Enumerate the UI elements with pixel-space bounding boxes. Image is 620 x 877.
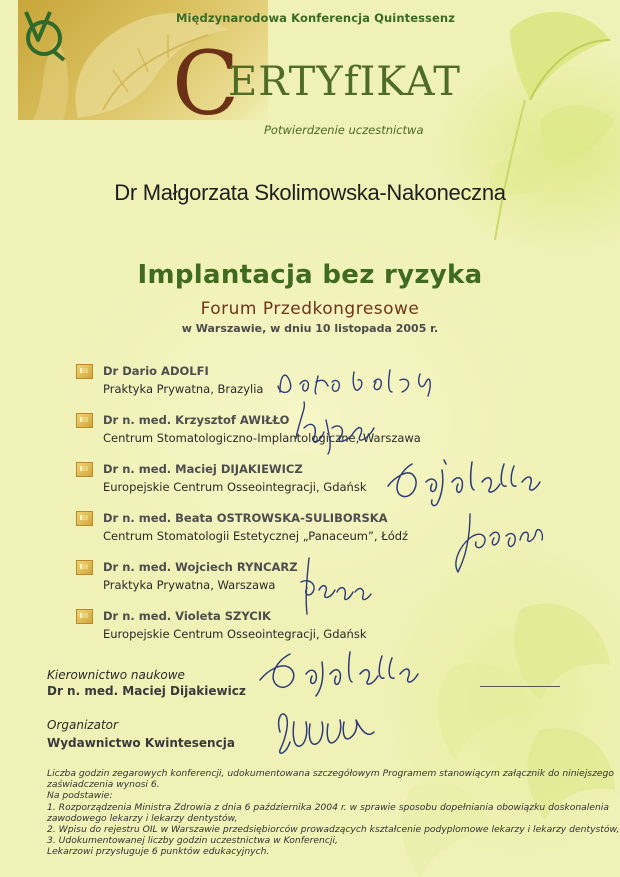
signature-dijakiewicz bbox=[382, 452, 552, 512]
conference-name: Międzynarodowa Konferencja Quintessenz bbox=[176, 11, 455, 25]
scientific-lead-label: Kierownictwo naukowe bbox=[47, 668, 185, 682]
bullet-icon bbox=[76, 413, 93, 428]
certificate-title: ERTYfIKAT bbox=[228, 59, 461, 105]
footnote-line: Lekarzowi przysługuje 6 punktów edukacyjnych. bbox=[47, 846, 270, 858]
signature-organizer bbox=[270, 702, 380, 762]
footnote-line: Na podstawie: bbox=[47, 790, 113, 802]
footnote-line: zawodowego lekarzy i lekarzy dentystów, bbox=[47, 812, 238, 824]
speaker-name: Dr n. med. Wojciech RYNCARZ bbox=[103, 560, 298, 574]
bullet-icon bbox=[76, 511, 93, 526]
bullet-icon bbox=[76, 560, 93, 575]
speaker-name: Dr n. med. Violeta SZYCIK bbox=[103, 609, 271, 623]
leaf-decoration-right bbox=[470, 0, 620, 250]
signature-adolfi bbox=[270, 362, 450, 402]
organizer-label: Organizator bbox=[47, 718, 118, 732]
speaker-name: Dr n. med. Maciej DIJAKIEWICZ bbox=[103, 462, 303, 476]
speaker-name: Dr n. med. Krzysztof AWIŁŁO bbox=[103, 413, 290, 427]
speaker-affiliation: Centrum Stomatologiczno-Implantologiczne, Warszawa bbox=[103, 431, 421, 445]
footnote-line: Liczba godzin zegarowych konferencji, udokumentowana szczegółowym Programem stanowiącym załącznik do niniejszego bbox=[47, 768, 614, 779]
certificate-subtitle: Potwierdzenie uczestnictwa bbox=[264, 123, 424, 137]
speaker-affiliation: Centrum Stomatologii Estetycznej „Panaceum”, Łódź bbox=[103, 529, 409, 543]
title-initial: C bbox=[172, 32, 240, 135]
speaker-affiliation: Praktyka Prywatna, Brazylia bbox=[103, 382, 264, 396]
logo-text: QV bbox=[20, 4, 22, 5]
footnote-line: 2. Wpisu do rejestru OIL w Warszawie przedsiębiorców prowadzących kształcenie podyplomowe lekarzy i lekarzy dentystów, bbox=[47, 824, 620, 836]
scientific-lead-name: Dr n. med. Maciej Dijakiewicz bbox=[47, 684, 246, 698]
organizer-name: Wydawnictwo Kwintesencja bbox=[47, 736, 235, 750]
signature-line bbox=[480, 686, 560, 687]
event-title: Implantacja bez ryzyka bbox=[137, 260, 483, 290]
speaker-affiliation: Praktyka Prywatna, Warszawa bbox=[103, 578, 276, 592]
speaker-name: Dr n. med. Beata OSTROWSKA-SULIBORSKA bbox=[103, 511, 388, 525]
speaker-name: Dr Dario ADOLFI bbox=[103, 364, 209, 378]
signature-ryncarz bbox=[295, 552, 375, 622]
bullet-icon bbox=[76, 364, 93, 379]
speaker-affiliation: Europejskie Centrum Osseointegracji, Gdańsk bbox=[103, 627, 367, 641]
bullet-icon bbox=[76, 462, 93, 477]
participant-name: Dr Małgorzata Skolimowska-Nakoneczna bbox=[114, 180, 506, 205]
speaker-affiliation: Europejskie Centrum Osseointegracji, Gdańsk bbox=[103, 480, 367, 494]
footnote-line: 1. Rozporządzenia Ministra Zdrowia z dnia 6 października 2004 r. w sprawie sposobu dopełniania obowiązku doskonalenia bbox=[47, 801, 609, 813]
signature-awillo bbox=[290, 398, 380, 458]
signature-lead bbox=[250, 646, 440, 698]
footnote-line: zaświadczenia wynosi 6. bbox=[47, 779, 160, 791]
event-forum: Forum Przedkongresowe bbox=[200, 299, 420, 319]
signature-ostrowska bbox=[440, 506, 550, 576]
event-place-date: w Warszawie, w dniu 10 listopada 2005 r. bbox=[181, 322, 439, 335]
footnote-line: 3. Udokumentowanej liczby godzin uczestnictwa w Konferencji, bbox=[47, 835, 338, 847]
bullet-icon bbox=[76, 609, 93, 624]
footnote bbox=[47, 768, 620, 858]
conference-logo bbox=[20, 4, 70, 62]
